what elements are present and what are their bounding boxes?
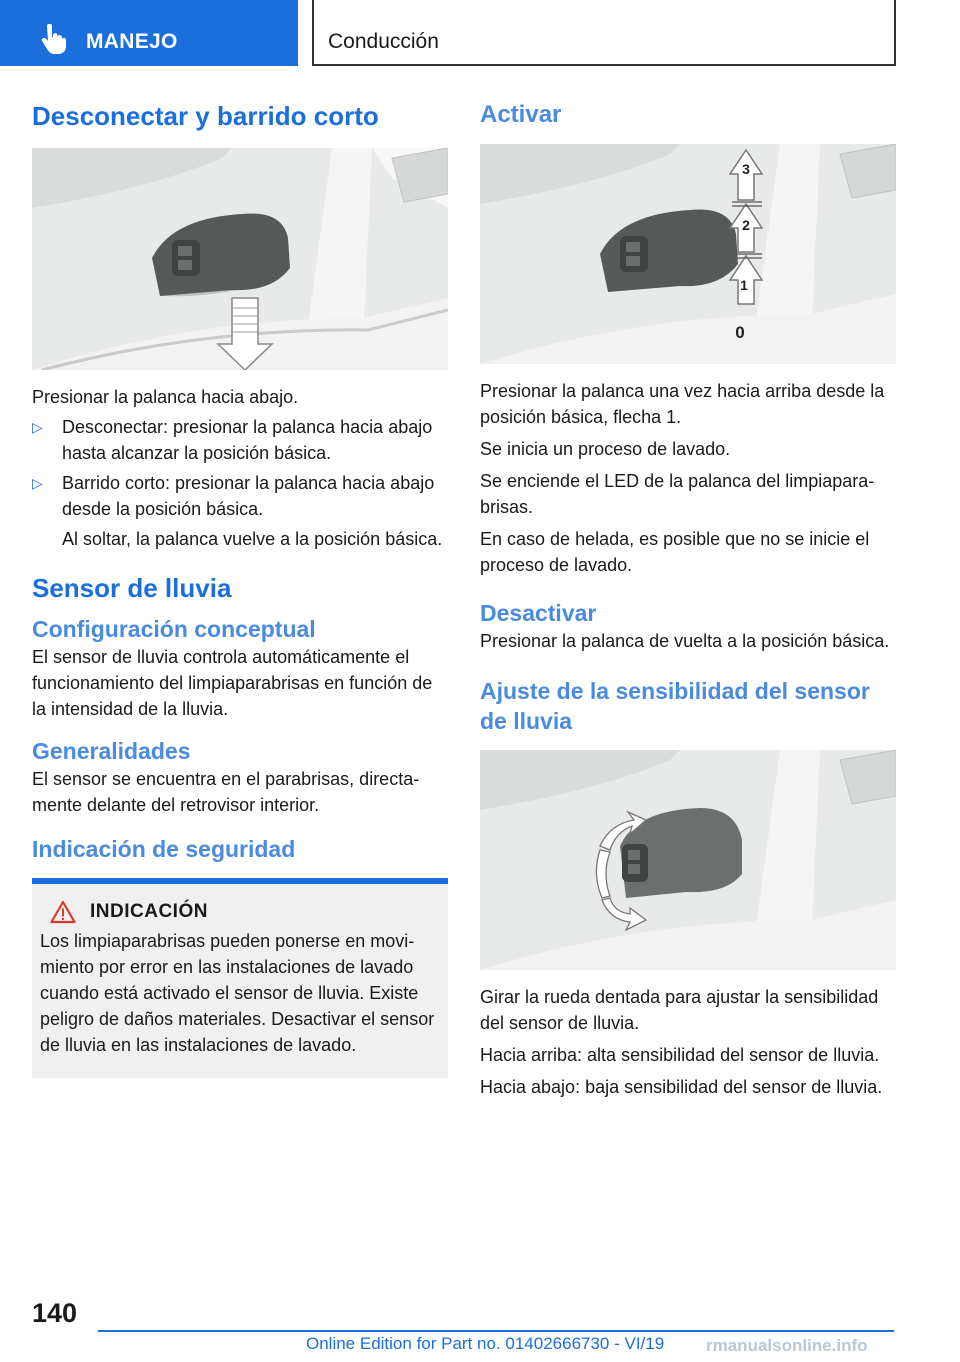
bullet-disconnect-text: Desconectar: presionar la palanca hacia abajo hasta alcanzar la posición básica. <box>62 417 433 463</box>
heading-rain-sensor: Sensor de lluvia <box>32 573 232 603</box>
fig-label-1: 1 <box>740 277 748 293</box>
figure-thumbwheel <box>480 750 896 970</box>
triangle-bullet-icon: ▷ <box>32 419 43 435</box>
heading-concept: Configuración conceptual <box>32 616 316 642</box>
notice-title: INDICACIÓN <box>90 901 208 922</box>
heading-sensitivity: Ajuste de la sensibilidad del sensor de lluvia <box>480 678 870 734</box>
text-activate-4: En caso de helada, es posible que no se inicie el proceso de lavado. <box>480 529 870 575</box>
notice-text: Los limpiaparabrisas pueden ponerse en movimiento por error en las instalaciones de lavado cuando está activado el sensor de lluvia. Existe peligro de daños materiales. Desactivar el sensor de lluvia en las instalaciones de lavado. <box>40 931 435 1055</box>
bullet-short-wipe-continued-text: Al soltar, la palanca vuelve a la posición básica. <box>62 529 443 549</box>
watermark: rmanualsonline.info <box>706 1336 868 1355</box>
section-title: Conducción <box>328 30 439 53</box>
left-column <box>32 100 448 1078</box>
text-activate-1: Presionar la palanca una vez hacia arriba desde la posición básica, flecha 1. <box>480 381 885 427</box>
text-press-down: Presionar la palanca hacia abajo. <box>32 387 299 407</box>
heading-activate: Activar <box>480 101 562 128</box>
text-activate-3: Se enciende el LED de la palanca del limpiaparabrisas. <box>480 471 875 517</box>
thumbwheel-illustration <box>480 750 896 970</box>
heading-safety: Indicación de seguridad <box>32 836 296 862</box>
bullet-short-wipe <box>32 470 448 522</box>
fig-label-3: 3 <box>742 161 750 177</box>
triangle-bullet-icon: ▷ <box>32 475 43 491</box>
figure-lever-down <box>32 148 448 370</box>
right-column <box>480 100 896 1100</box>
text-general: El sensor se encuentra en el parabrisas, directamente delante del retrovisor interior. <box>32 769 420 815</box>
footer-edition: Online Edition for Part no. 01402666730 - VI/19 <box>306 1334 665 1353</box>
text-concept: El sensor de lluvia controla automáticamente el funcionamiento del limpiaparabrisas en función de la intensidad de la lluvia. <box>32 647 433 719</box>
text-sensitivity-3: Hacia abajo: baja sensibilidad del sensor de lluvia. <box>480 1077 883 1097</box>
lever-up-illustration <box>480 144 896 364</box>
chapter-tab[interactable] <box>0 0 298 66</box>
page-number: 140 <box>32 1298 78 1328</box>
heading-general: Generalidades <box>32 738 191 764</box>
figure-lever-up <box>480 144 896 364</box>
text-sensitivity-1: Girar la rueda dentada para ajustar la sensibilidad del sensor de lluvia. <box>480 987 879 1033</box>
lever-down-illustration <box>32 148 448 370</box>
footer-divider <box>98 1330 894 1332</box>
notice-header <box>40 900 442 924</box>
section-header <box>312 0 896 66</box>
notice-box <box>32 878 448 1078</box>
bullet-short-wipe-continued <box>32 526 448 552</box>
fig-label-0: 0 <box>735 323 745 342</box>
hand-pointer-icon <box>40 24 66 54</box>
text-activate-2: Se inicia un proceso de lavado. <box>480 439 731 459</box>
text-deactivate: Presionar la palanca de vuelta a la posición básica. <box>480 631 890 651</box>
bullet-short-wipe-text: Barrido corto: presionar la palanca hacia abajo desde la posición básica. <box>62 473 435 519</box>
heading-deactivate: Desactivar <box>480 600 597 626</box>
text-sensitivity-2: Hacia arriba: alta sensibilidad del sensor de lluvia. <box>480 1045 880 1065</box>
fig-label-2: 2 <box>742 217 750 233</box>
chapter-tab-label: MANEJO <box>86 30 178 53</box>
warning-triangle-icon <box>50 900 76 924</box>
bullet-disconnect <box>32 414 448 466</box>
heading-disconnect: Desconectar y barrido corto <box>32 101 379 131</box>
